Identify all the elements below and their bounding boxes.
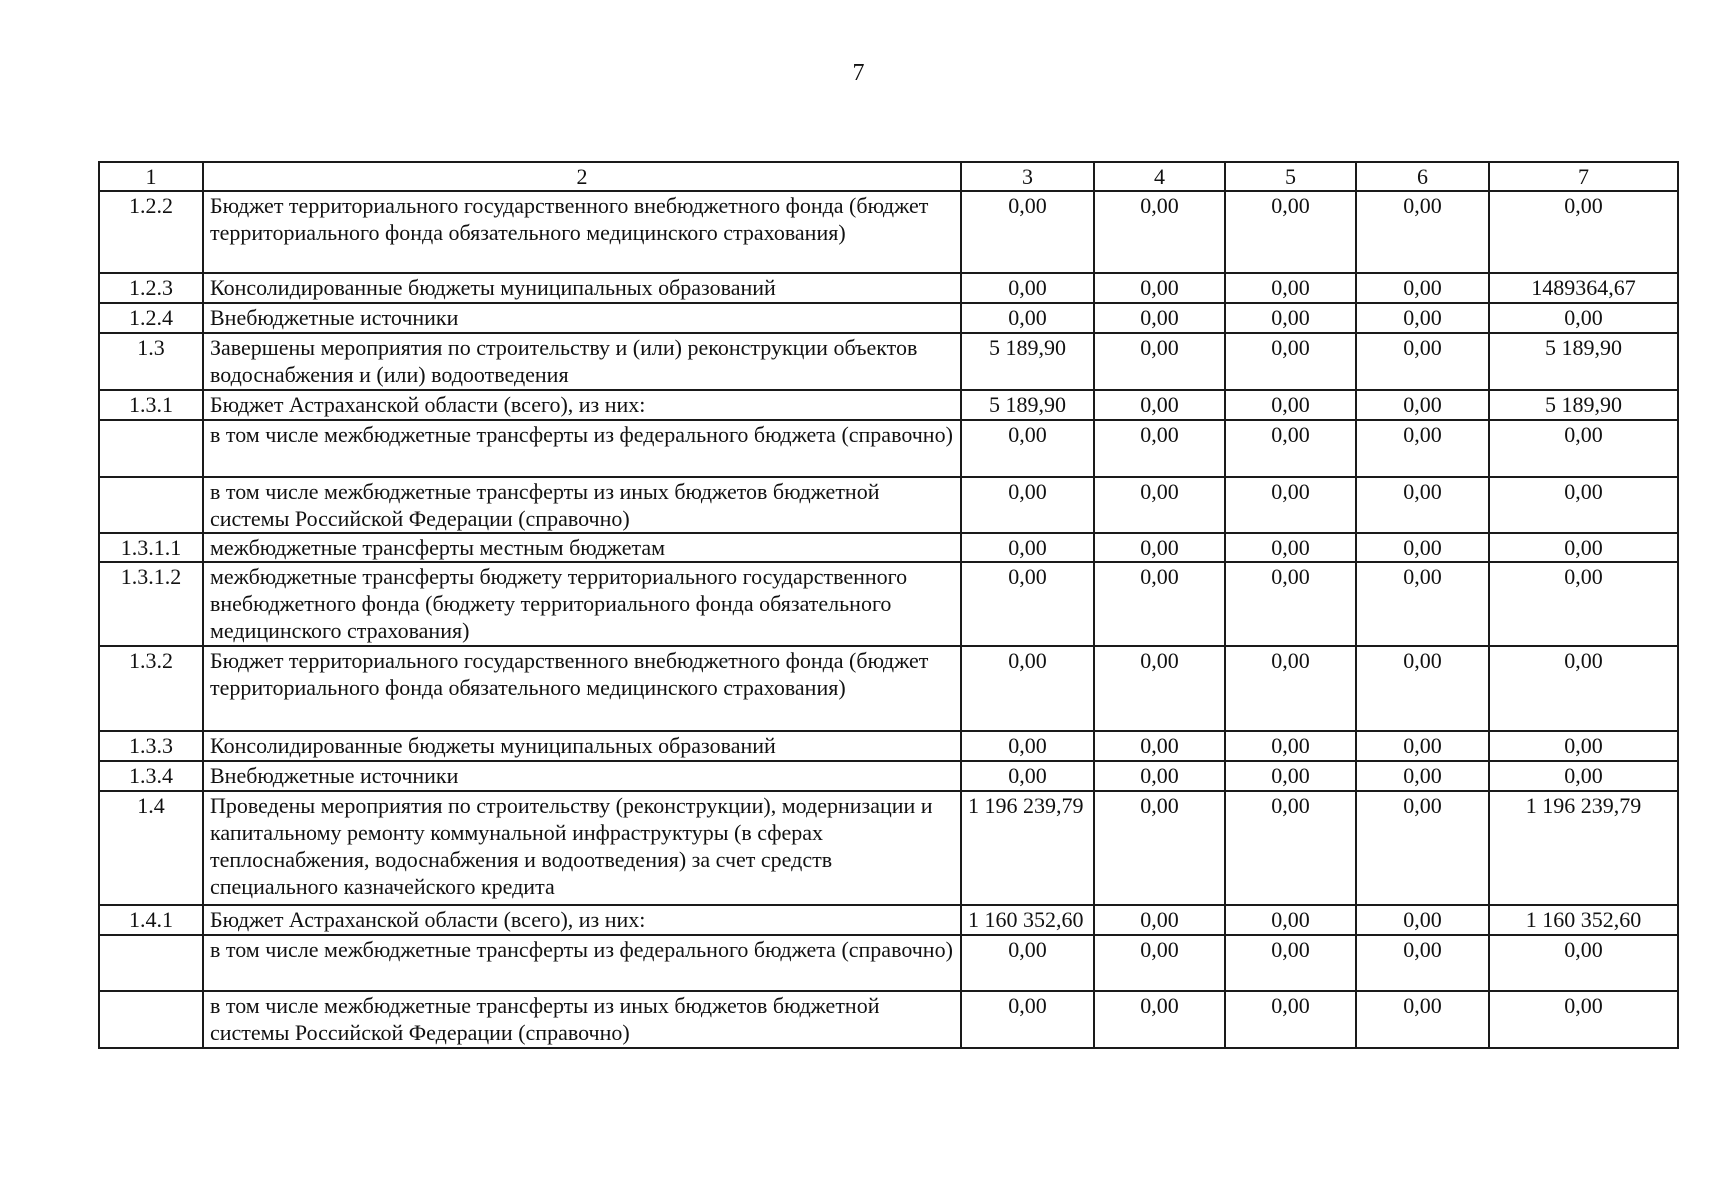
table-row xyxy=(99,791,1678,905)
row-value-cell: 0,00 xyxy=(1225,935,1356,991)
page-number: 7 xyxy=(852,60,865,86)
table-row xyxy=(99,935,1678,991)
row-value-cell: 0,00 xyxy=(1225,477,1356,533)
row-value-cell: 0,00 xyxy=(1225,273,1356,303)
row-name-cell: межбюджетные трансферты местным бюджетам xyxy=(203,533,961,562)
column-header: 3 xyxy=(961,162,1094,191)
row-value-cell: 0,00 xyxy=(1225,562,1356,646)
column-header: 7 xyxy=(1489,162,1678,191)
table-row xyxy=(99,273,1678,303)
row-value-cell: 0,00 xyxy=(1094,333,1225,390)
table-row xyxy=(99,991,1678,1048)
table-row xyxy=(99,646,1678,731)
row-value-cell: 0,00 xyxy=(1489,935,1678,991)
row-value-cell: 0,00 xyxy=(1489,303,1678,333)
row-name-cell: в том числе межбюджетные трансферты из федерального бюджета (справочно) xyxy=(203,420,961,477)
row-value-cell: 0,00 xyxy=(1489,991,1678,1048)
row-value-cell: 0,00 xyxy=(1094,991,1225,1048)
row-value-cell: 0,00 xyxy=(961,562,1094,646)
row-value-cell: 0,00 xyxy=(1225,533,1356,562)
row-value-cell: 1489364,67 xyxy=(1489,273,1678,303)
row-value-cell: 0,00 xyxy=(1225,390,1356,420)
row-value-cell: 0,00 xyxy=(1094,477,1225,533)
row-value-cell: 0,00 xyxy=(1225,791,1356,905)
row-value-cell: 0,00 xyxy=(1225,333,1356,390)
row-name-cell: Бюджет территориального государственного внебюджетного фонда (бюджет территориального фонда обязательного медицинского страхования) xyxy=(203,646,961,731)
row-value-cell: 0,00 xyxy=(1225,191,1356,273)
row-code-cell: 1.3.1 xyxy=(99,390,203,420)
row-value-cell: 1 160 352,60 xyxy=(961,905,1094,935)
row-value-cell: 5 189,90 xyxy=(1489,390,1678,420)
row-value-cell: 1 160 352,60 xyxy=(1489,905,1678,935)
table-row xyxy=(99,420,1678,477)
row-code-cell: 1.3 xyxy=(99,333,203,390)
row-value-cell: 0,00 xyxy=(1225,905,1356,935)
row-name-cell: Внебюджетные источники xyxy=(203,303,961,333)
row-code-cell xyxy=(99,935,203,991)
table-row xyxy=(99,761,1678,791)
table-row xyxy=(99,731,1678,761)
table-row xyxy=(99,477,1678,533)
table-row xyxy=(99,333,1678,390)
row-name-cell: Бюджет территориального государственного внебюджетного фонда (бюджет территориального фонда обязательного медицинского страхования) xyxy=(203,191,961,273)
row-value-cell: 0,00 xyxy=(1489,191,1678,273)
row-value-cell: 0,00 xyxy=(961,303,1094,333)
row-name-cell: Бюджет Астраханской области (всего), из них: xyxy=(203,905,961,935)
row-value-cell: 5 189,90 xyxy=(1489,333,1678,390)
column-header: 4 xyxy=(1094,162,1225,191)
row-value-cell: 0,00 xyxy=(1225,991,1356,1048)
row-name-cell: Завершены мероприятия по строительству и (или) реконструкции объектов водоснабжения и (или) водоотведения xyxy=(203,333,961,390)
column-header: 5 xyxy=(1225,162,1356,191)
row-value-cell: 1 196 239,79 xyxy=(961,791,1094,905)
row-value-cell: 1 196 239,79 xyxy=(1489,791,1678,905)
table-row xyxy=(99,191,1678,273)
row-code-cell: 1.3.1.2 xyxy=(99,562,203,646)
table-body xyxy=(99,191,1678,1048)
row-code-cell: 1.4 xyxy=(99,791,203,905)
row-value-cell: 0,00 xyxy=(1356,420,1489,477)
row-code-cell xyxy=(99,420,203,477)
row-name-cell: Бюджет Астраханской области (всего), из них: xyxy=(203,390,961,420)
row-name-cell: Проведены мероприятия по строительству (реконструкции), модернизации и капитальному ремонту коммунальной инфраструктуры (в сферах теплоснабжения, водоснабжения и водоотведения) за счет средств специального казначейского кредита xyxy=(203,791,961,905)
row-code-cell: 1.2.4 xyxy=(99,303,203,333)
row-value-cell: 0,00 xyxy=(1356,562,1489,646)
row-value-cell: 0,00 xyxy=(1094,646,1225,731)
row-value-cell: 0,00 xyxy=(1356,731,1489,761)
row-value-cell: 0,00 xyxy=(961,273,1094,303)
column-header: 1 xyxy=(99,162,203,191)
row-value-cell: 0,00 xyxy=(1356,935,1489,991)
row-code-cell xyxy=(99,477,203,533)
row-value-cell: 0,00 xyxy=(1356,761,1489,791)
row-value-cell: 0,00 xyxy=(1356,333,1489,390)
row-code-cell: 1.3.2 xyxy=(99,646,203,731)
table-row xyxy=(99,905,1678,935)
row-value-cell: 0,00 xyxy=(1356,477,1489,533)
table-row xyxy=(99,303,1678,333)
row-value-cell: 0,00 xyxy=(961,731,1094,761)
row-value-cell: 0,00 xyxy=(961,646,1094,731)
row-code-cell: 1.4.1 xyxy=(99,905,203,935)
row-value-cell: 0,00 xyxy=(1356,905,1489,935)
row-name-cell: в том числе межбюджетные трансферты из иных бюджетов бюджетной системы Российской Федерации (справочно) xyxy=(203,477,961,533)
row-value-cell: 0,00 xyxy=(1094,562,1225,646)
row-value-cell: 0,00 xyxy=(1489,533,1678,562)
row-value-cell: 0,00 xyxy=(1225,646,1356,731)
row-value-cell: 0,00 xyxy=(1489,562,1678,646)
row-value-cell: 0,00 xyxy=(961,761,1094,791)
row-value-cell: 0,00 xyxy=(1356,533,1489,562)
row-value-cell: 0,00 xyxy=(1489,477,1678,533)
row-value-cell: 0,00 xyxy=(1094,935,1225,991)
row-value-cell: 0,00 xyxy=(1356,991,1489,1048)
row-value-cell: 0,00 xyxy=(1356,646,1489,731)
row-value-cell: 0,00 xyxy=(1225,303,1356,333)
row-value-cell: 5 189,90 xyxy=(961,390,1094,420)
row-value-cell: 0,00 xyxy=(961,191,1094,273)
row-value-cell: 0,00 xyxy=(1225,420,1356,477)
column-header: 2 xyxy=(203,162,961,191)
row-code-cell: 1.3.3 xyxy=(99,731,203,761)
row-value-cell: 0,00 xyxy=(1094,905,1225,935)
table-header-row xyxy=(99,162,1678,191)
row-value-cell: 0,00 xyxy=(1094,761,1225,791)
row-code-cell: 1.2.3 xyxy=(99,273,203,303)
row-value-cell: 0,00 xyxy=(1489,420,1678,477)
row-value-cell: 0,00 xyxy=(1094,273,1225,303)
row-name-cell: в том числе межбюджетные трансферты из иных бюджетов бюджетной системы Российской Федерации (справочно) xyxy=(203,991,961,1048)
row-name-cell: межбюджетные трансферты бюджету территориального государственного внебюджетного фонда (бюджету территориального фонда обязательного медицинского страхования) xyxy=(203,562,961,646)
row-value-cell: 0,00 xyxy=(1094,390,1225,420)
row-code-cell: 1.3.4 xyxy=(99,761,203,791)
row-value-cell: 0,00 xyxy=(961,477,1094,533)
row-value-cell: 0,00 xyxy=(1094,533,1225,562)
row-value-cell: 0,00 xyxy=(1094,731,1225,761)
row-name-cell: Консолидированные бюджеты муниципальных образований xyxy=(203,731,961,761)
row-value-cell: 0,00 xyxy=(1094,191,1225,273)
row-value-cell: 0,00 xyxy=(1489,731,1678,761)
row-name-cell: в том числе межбюджетные трансферты из федерального бюджета (справочно) xyxy=(203,935,961,991)
row-value-cell: 0,00 xyxy=(1356,303,1489,333)
row-value-cell: 0,00 xyxy=(1225,731,1356,761)
row-value-cell: 0,00 xyxy=(1356,273,1489,303)
row-value-cell: 0,00 xyxy=(1489,761,1678,791)
row-value-cell: 0,00 xyxy=(1489,646,1678,731)
column-header: 6 xyxy=(1356,162,1489,191)
row-code-cell: 1.2.2 xyxy=(99,191,203,273)
table-row xyxy=(99,390,1678,420)
row-value-cell: 0,00 xyxy=(1094,791,1225,905)
row-value-cell: 0,00 xyxy=(1094,420,1225,477)
row-value-cell: 0,00 xyxy=(1356,791,1489,905)
row-name-cell: Внебюджетные источники xyxy=(203,761,961,791)
row-code-cell: 1.3.1.1 xyxy=(99,533,203,562)
row-value-cell: 0,00 xyxy=(961,533,1094,562)
row-value-cell: 5 189,90 xyxy=(961,333,1094,390)
row-value-cell: 0,00 xyxy=(961,935,1094,991)
row-value-cell: 0,00 xyxy=(961,420,1094,477)
table-row xyxy=(99,562,1678,646)
row-value-cell: 0,00 xyxy=(1225,761,1356,791)
table-row xyxy=(99,533,1678,562)
row-name-cell: Консолидированные бюджеты муниципальных образований xyxy=(203,273,961,303)
row-value-cell: 0,00 xyxy=(1094,303,1225,333)
row-value-cell: 0,00 xyxy=(1356,390,1489,420)
budget-table xyxy=(98,161,1679,1049)
row-code-cell xyxy=(99,991,203,1048)
row-value-cell: 0,00 xyxy=(961,991,1094,1048)
row-value-cell: 0,00 xyxy=(1356,191,1489,273)
